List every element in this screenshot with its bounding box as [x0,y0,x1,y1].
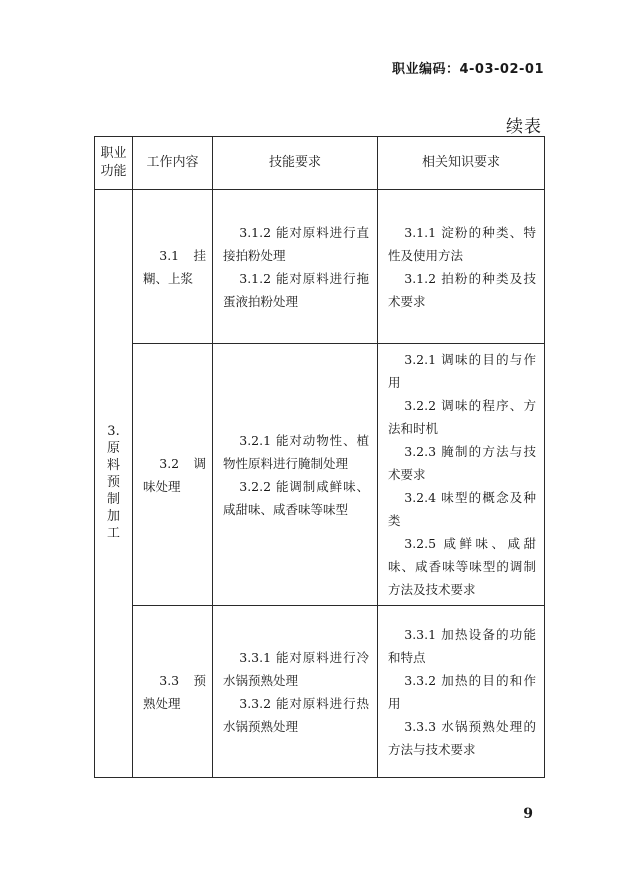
header-skill: 技能要求 [213,137,378,190]
function-cell [95,190,133,778]
knowledge-item: 3.2.1 调味的目的与作用 [388,352,536,390]
knowledge-item: 3.1.1 淀粉的种类、特性及使用方法 [388,224,536,263]
skills-table [94,136,545,778]
knowledge-item: 3.2.2 调味的程序、方法和时机 [388,398,536,436]
header-function: 职业功能 [95,137,133,190]
knowledge-cell [378,344,545,606]
table-row [95,606,545,778]
knowledge-cell [378,190,545,344]
work-content-cell: 3.2 调味处理 [133,344,213,606]
skill-item: 3.1.2 能对原料进行拖蛋液拍粉处理 [223,270,369,309]
skill-item: 3.3.1 能对原料进行冷水锅预熟处理 [223,649,369,688]
page-number: 9 [523,806,533,822]
work-content-cell: 3.1 挂糊、上浆 [133,190,213,344]
table-row [95,344,545,606]
table-header-row [95,137,545,190]
skill-item: 3.3.2 能对原料进行热水锅预熟处理 [223,695,369,734]
skill-item: 3.1.2 能对原料进行直接拍粉处理 [223,224,369,263]
knowledge-cell [378,606,545,778]
work-content-cell: 3.3 预熟处理 [133,606,213,778]
knowledge-item: 3.2.4 味型的概念及种类 [388,490,536,528]
knowledge-item: 3.3.2 加热的目的和作用 [388,672,536,711]
skill-item: 3.2.1 能对动物性、植物性原料进行腌制处理 [223,432,369,471]
knowledge-item: 3.3.1 加热设备的功能和特点 [388,626,536,665]
header-knowledge: 相关知识要求 [378,137,545,190]
job-code: 职业编码：4-03-02-01 [391,62,544,77]
skill-cell [213,190,378,344]
header-work: 工作内容 [133,137,213,190]
knowledge-item: 3.2.3 腌制的方法与技术要求 [388,444,536,482]
skill-cell [213,606,378,778]
knowledge-item: 3.1.2 拍粉的种类及技术要求 [388,270,536,309]
table-row [95,190,545,344]
function-label: 3. 原料预制加工 [106,424,120,541]
skill-cell [213,344,378,606]
knowledge-item: 3.2.5 咸鲜味、咸甜味、咸香味等味型的调制方法及技术要求 [388,536,536,597]
knowledge-item: 3.3.3 水锅预熟处理的方法与技术要求 [388,718,536,757]
continued-table-label: 续表 [506,117,542,137]
skill-item: 3.2.2 能调制咸鲜味、咸甜味、咸香味等味型 [223,478,369,517]
